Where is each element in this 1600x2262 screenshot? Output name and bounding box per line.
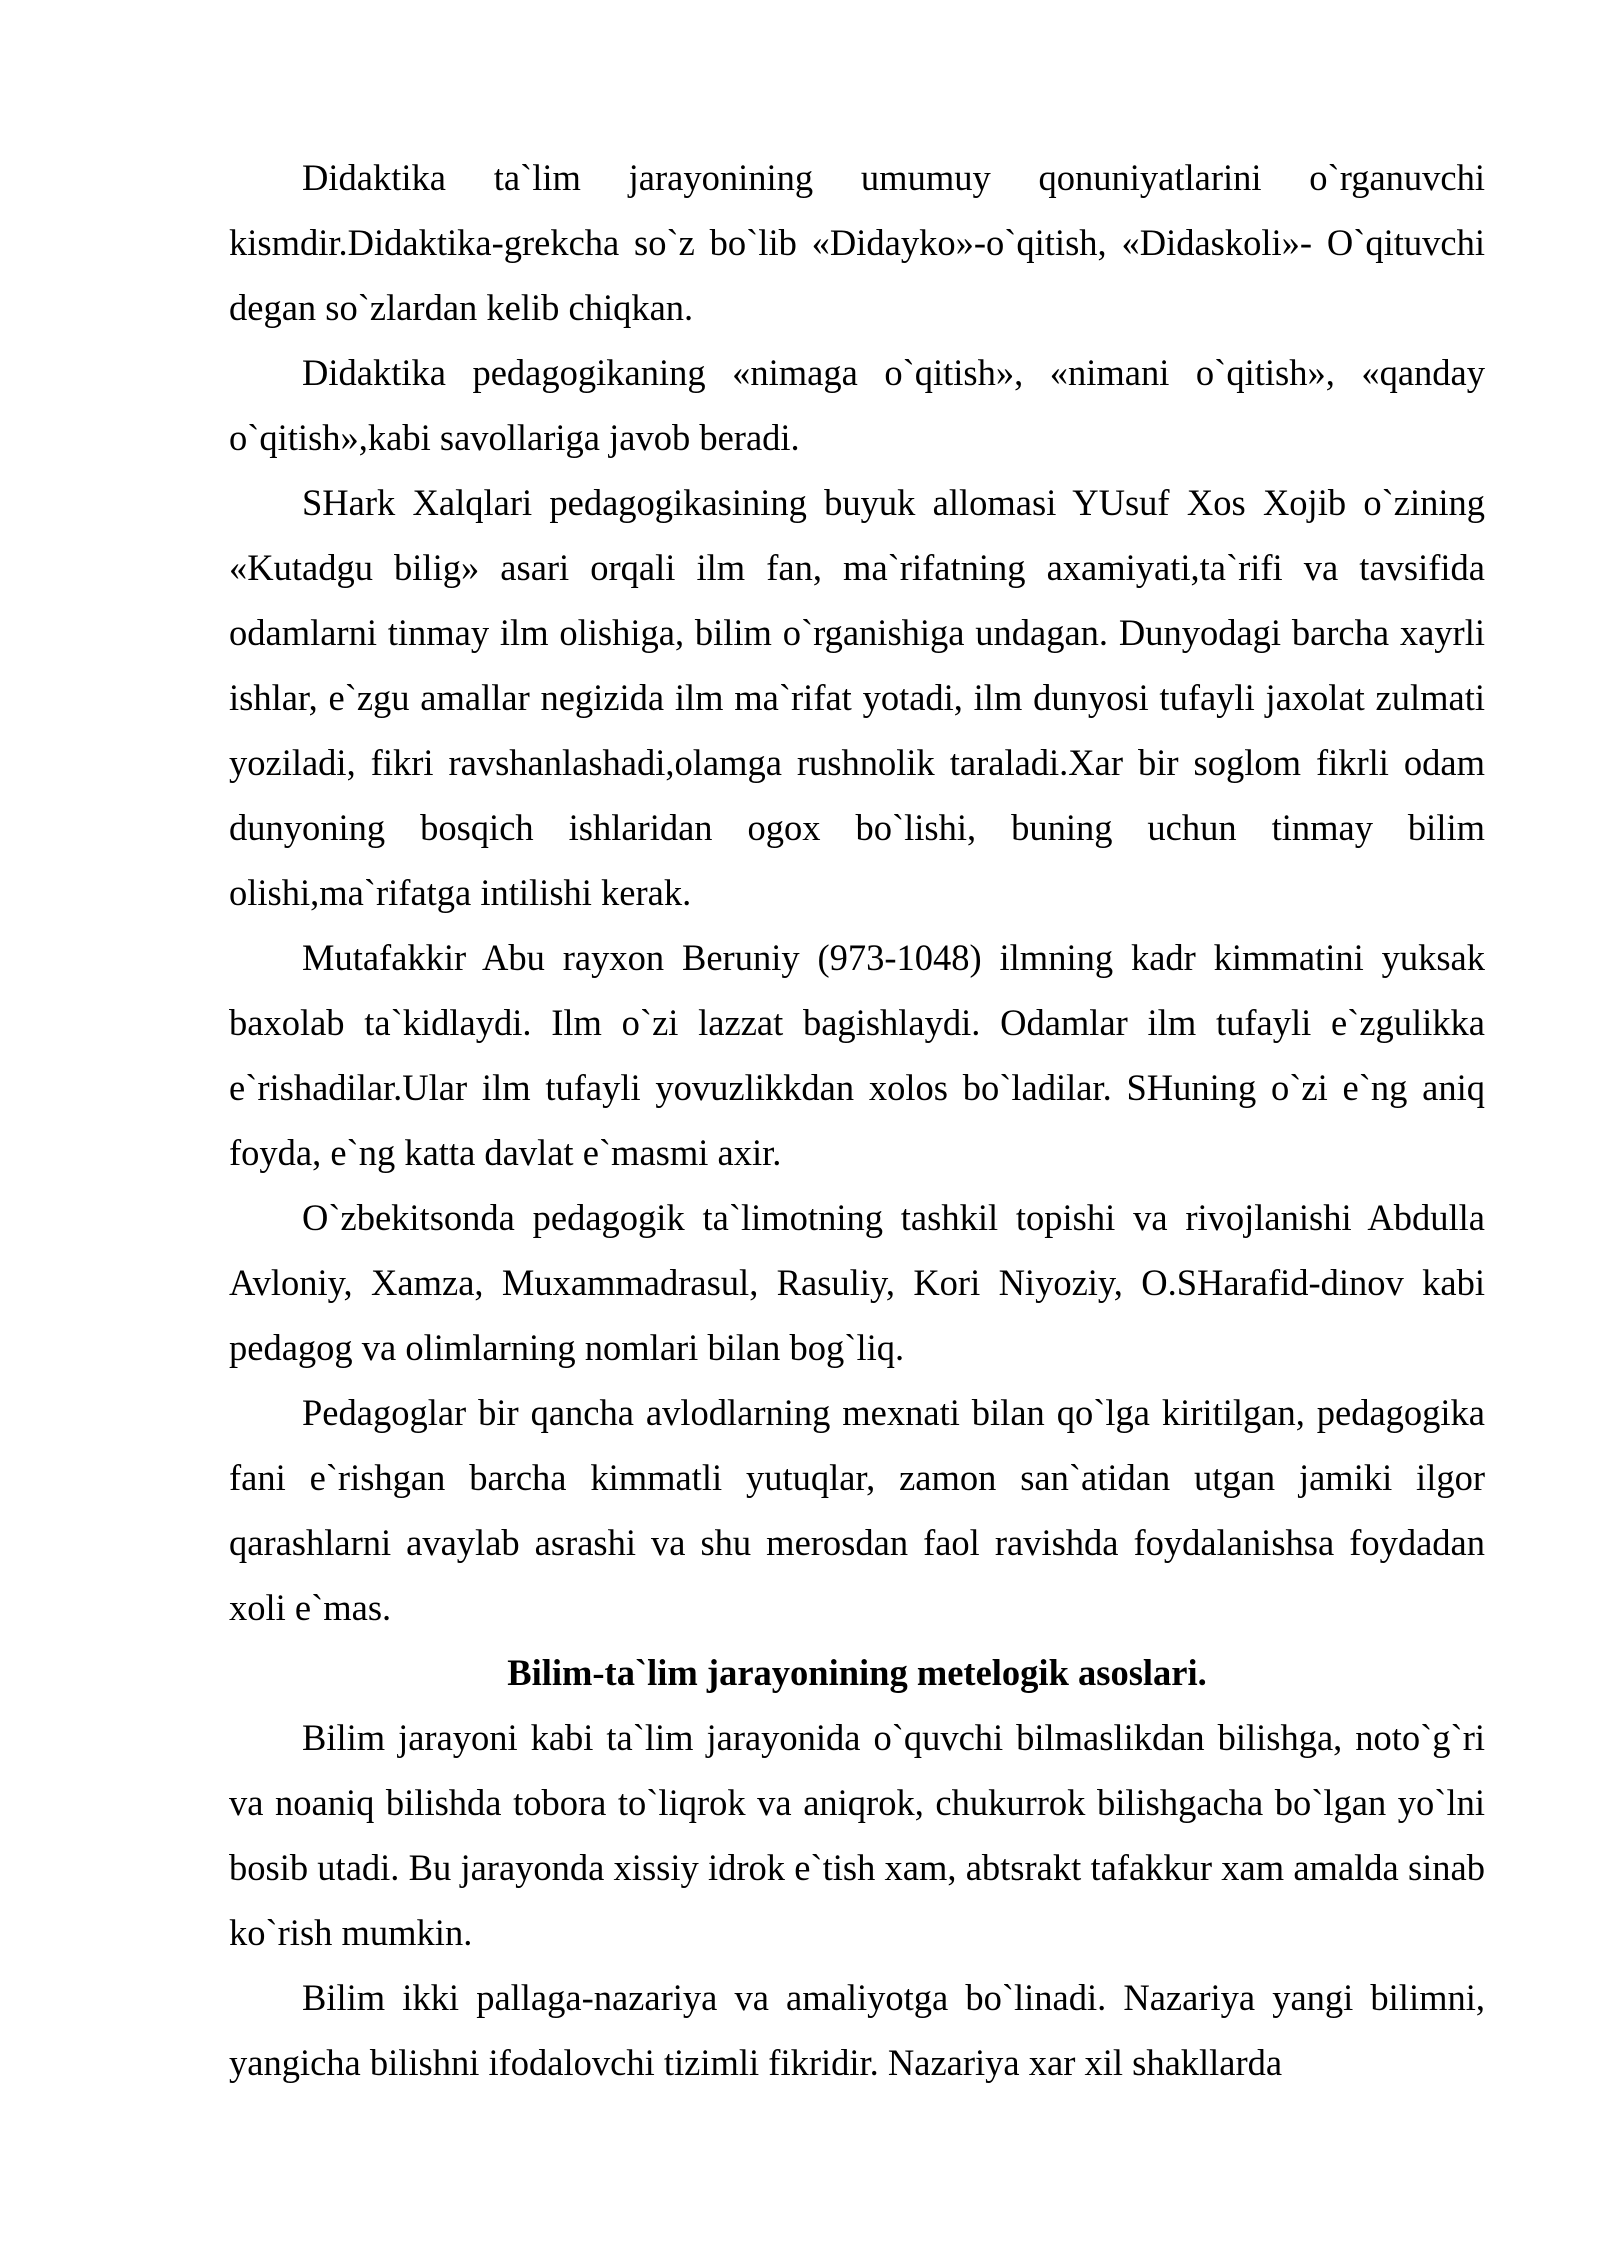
paragraph-yusuf-xos-xojib: SHark Xalqlari pedagogikasining buyuk allomasi YUsuf Xos Xojib o`zining «Kutadgu bilig» asari orqali ilm fan, ma`rifatning axamiyati,ta`rifi va tavsifida odamlarni tinmay ilm olishiga, bilim o`rganishiga undagan. Dunyodagi barcha xayrli ishlar, e`zgu amallar negizida ilm ma`rifat yotadi, ilm dunyosi tufayli jaxolat zulmati yoziladi, fikri ravshanlashadi,olamga rushnolik taraladi.Xar bir soglom fikrli odam dunyoning bosqich ishlaridan ogox bo`lishi, buning uchun tinmay bilim olishi,ma`rifatga intilishi kerak. (229, 482, 1485, 913)
paragraph-didaktika-questions: Didaktika pedagogikaning «nimaga o`qitish», «nimani o`qitish», «qanday o`qitish»,kabi savollariga javob beradi. (229, 352, 1485, 458)
paragraph-didaktika-definition: Didaktika ta`lim jarayonining umumuy qonuniyatlarini o`rganuvchi kismdir.Didaktika-grekcha so`z bo`lib «Didayko»-o`qitish, «Didaskoli»- O`qituvchi degan so`zlardan kelib chiqkan. (229, 157, 1485, 328)
paragraph-pedagogues-legacy: Pedagoglar bir qancha avlodlarning mexnati bilan qo`lga kiritilgan, pedagogika fani e`rishgan barcha kimmatli yutuqlar, zamon san`atidan utgan jamiki ilgor qarashlarni avaylab asrashi va shu merosdan faol ravishda foydalanishsa foydadan xoli e`mas. (229, 1392, 1485, 1628)
section-heading: Bilim-ta`lim jarayonining metelogik asoslari. (507, 1652, 1207, 1693)
paragraph-uzbekistan-pedagogy: O`zbekitsonda pedagogik ta`limotning tashkil topishi va rivojlanishi Abdulla Avloniy, Xamza, Muxammadrasul, Rasuliy, Kori Niyoziy, O.SHarafid-dinov kabi pedagog va olimlarning nomlari bilan bog`liq. (229, 1197, 1485, 1368)
paragraph-knowledge-process: Bilim jarayoni kabi ta`lim jarayonida o`quvchi bilmaslikdan bilishga, noto`g`ri va noaniq bilishda tobora to`liqrok va aniqrok, chukurrok bilishgacha bo`lgan yo`lni bosib utadi. Bu jarayonda xissiy idrok e`tish xam, abtsrakt tafakkur xam amalda sinab ko`rish mumkin. (229, 1717, 1485, 1953)
document-page (229, 145, 1485, 2095)
paragraph-theory-practice: Bilim ikki pallaga-nazariya va amaliyotga bo`linadi. Nazariya yangi bilimni, yangicha bilishni ifodalovchi tizimli fikridir. Nazariya xar xil shakllarda (229, 1977, 1485, 2083)
paragraph-beruniy: Mutafakkir Abu rayxon Beruniy (973-1048) ilmning kadr kimmatini yuksak baxolab ta`kidlaydi. Ilm o`zi lazzat bagishlaydi. Odamlar ilm tufayli e`zgulikka e`rishadilar.Ular ilm tufayli yovuzlikkdan xolos bo`ladilar. SHuning o`zi e`ng aniq foyda, e`ng katta davlat e`masmi axir. (229, 937, 1485, 1173)
